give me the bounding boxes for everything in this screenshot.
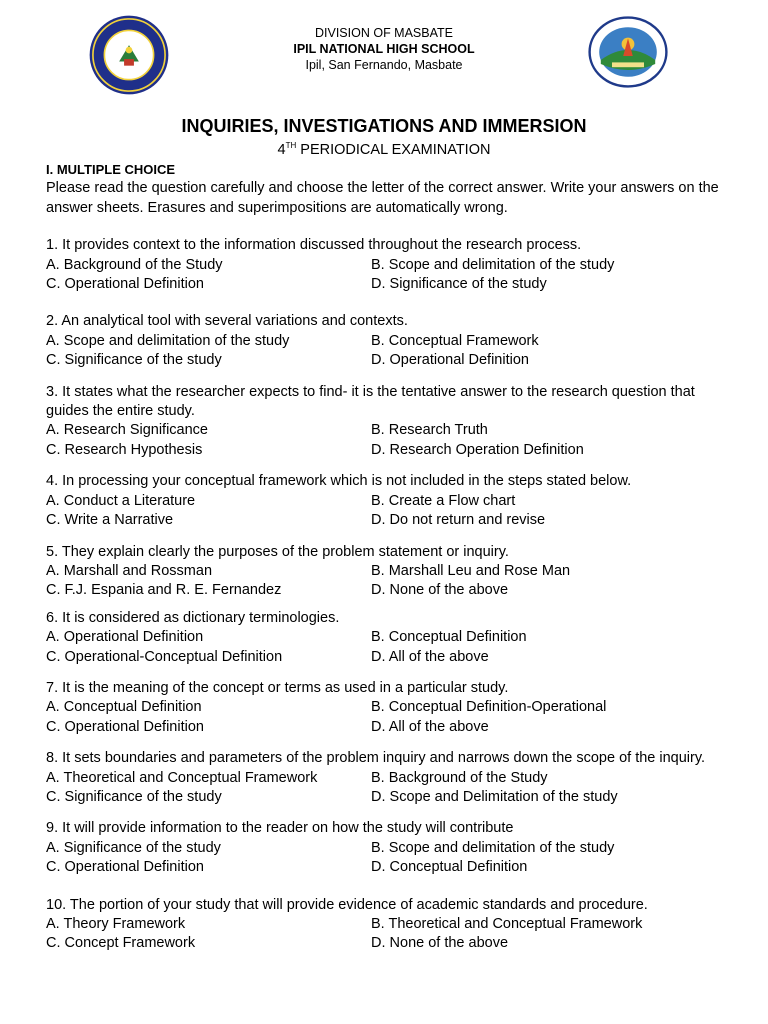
question-text: 6. It is considered as dictionary terminologies. bbox=[46, 609, 340, 626]
question-7 bbox=[46, 679, 726, 737]
option-c: C. Operational Definition bbox=[46, 859, 204, 876]
option-a: A. Conduct a Literature bbox=[46, 492, 196, 509]
section-title: I. MULTIPLE CHOICE bbox=[46, 162, 176, 177]
option-c: C. Research Hypothesis bbox=[46, 441, 203, 458]
question-text: 4. In processing your conceptual framework which is not included in the steps stated below. bbox=[46, 473, 632, 490]
exam-content bbox=[46, 160, 726, 954]
options-row bbox=[46, 769, 726, 788]
options-row bbox=[46, 492, 726, 511]
options-row bbox=[46, 421, 726, 440]
question-8 bbox=[46, 749, 726, 807]
question-spacer bbox=[46, 807, 726, 819]
option-b: B. Research Truth bbox=[371, 422, 488, 439]
question-text: 3. It states what the researcher expects to find- it is the tentative answer to the research question that guides the entire study. bbox=[46, 383, 695, 420]
option-a: A. Conceptual Definition bbox=[46, 699, 202, 716]
option-d: D. Conceptual Definition bbox=[371, 859, 528, 876]
options-row bbox=[46, 332, 726, 351]
question-spacer bbox=[46, 460, 726, 472]
option-b: B. Marshall Leu and Rose Man bbox=[371, 562, 571, 579]
option-d: D. All of the above bbox=[371, 718, 489, 735]
option-d: D. None of the above bbox=[371, 935, 509, 952]
question-text: 5. They explain clearly the purposes of the problem statement or inquiry. bbox=[46, 543, 509, 560]
option-d: D. Research Operation Definition bbox=[371, 441, 584, 458]
option-c: C. Operational-Conceptual Definition bbox=[46, 648, 283, 665]
question-2 bbox=[46, 312, 726, 370]
instructions: Please read the question carefully and choose the letter of the correct answer. Write your answers on the answer sheets. Erasures and superimpositions are automatically wrong. bbox=[46, 180, 719, 216]
option-b: B. Conceptual Definition bbox=[371, 629, 527, 646]
option-a: A. Research Significance bbox=[46, 422, 208, 439]
options-row bbox=[46, 511, 726, 530]
options-row bbox=[46, 441, 726, 460]
question-spacer bbox=[46, 737, 726, 749]
option-b: B. Conceptual Framework bbox=[371, 332, 539, 349]
school-address: Ipil, San Fernando, Masbate bbox=[305, 58, 463, 72]
option-b: B. Background of the Study bbox=[371, 769, 548, 786]
school-name: IPIL NATIONAL HIGH SCHOOL bbox=[293, 42, 475, 56]
options-row bbox=[46, 839, 726, 858]
option-c: C. Operational Definition bbox=[46, 276, 204, 293]
question-4 bbox=[46, 472, 726, 530]
question-text: 8. It sets boundaries and parameters of the problem inquiry and narrows down the scope of the inquiry. bbox=[46, 750, 706, 767]
question-spacer bbox=[46, 294, 726, 312]
option-b: B. Create a Flow chart bbox=[371, 492, 516, 509]
options-row bbox=[46, 915, 726, 934]
question-text: 1. It provides context to the information discussed throughout the research process. bbox=[46, 237, 582, 254]
options-row bbox=[46, 581, 726, 600]
option-a: A. Significance of the study bbox=[46, 839, 221, 856]
options-row bbox=[46, 256, 726, 275]
options-row bbox=[46, 562, 726, 581]
option-b: B. Scope and delimitation of the study bbox=[371, 256, 615, 273]
option-a: A. Theoretical and Conceptual Framework bbox=[46, 769, 318, 786]
question-10 bbox=[46, 896, 726, 954]
question-spacer bbox=[46, 371, 726, 383]
option-a: A. Marshall and Rossman bbox=[46, 562, 213, 579]
question-text: 10. The portion of your study that will provide evidence of academic standards and procedure. bbox=[46, 896, 648, 913]
option-c: C. Operational Definition bbox=[46, 718, 204, 735]
subtitle-ordinal: TH bbox=[285, 141, 297, 150]
option-d: D. Do not return and revise bbox=[371, 512, 546, 529]
option-b: B. Theoretical and Conceptual Framework bbox=[371, 916, 643, 932]
question-spacer bbox=[46, 531, 726, 543]
options-row bbox=[46, 718, 726, 737]
option-d: D. All of the above bbox=[371, 648, 489, 665]
question-spacer bbox=[46, 878, 726, 896]
options-row bbox=[46, 648, 726, 667]
options-row bbox=[46, 351, 726, 370]
options-row bbox=[46, 698, 726, 717]
question-text: 9. It will provide information to the reader on how the study will contribute bbox=[46, 820, 514, 837]
options-row bbox=[46, 934, 726, 953]
exam-subtitle bbox=[0, 141, 768, 158]
option-a: A. Background of the Study bbox=[46, 256, 223, 273]
option-b: B. Scope and delimitation of the study bbox=[371, 839, 615, 856]
exam-title: INQUIRIES, INVESTIGATIONS AND IMMERSION bbox=[181, 116, 587, 136]
option-d: D. Operational Definition bbox=[371, 352, 529, 369]
subtitle-text: PERIODICAL EXAMINATION bbox=[296, 141, 491, 158]
question-1 bbox=[46, 236, 726, 294]
option-c: C. Significance of the study bbox=[46, 788, 222, 805]
question-spacer bbox=[46, 667, 726, 679]
option-d: D. Significance of the study bbox=[371, 276, 547, 293]
option-a: A. Theory Framework bbox=[46, 916, 186, 932]
option-c: C. Write a Narrative bbox=[46, 512, 174, 529]
options-row bbox=[46, 858, 726, 877]
question-spacer bbox=[46, 601, 726, 609]
option-d: D. None of the above bbox=[371, 582, 509, 599]
question-text: 2. An analytical tool with several variations and contexts. bbox=[46, 313, 408, 330]
school-header bbox=[0, 25, 768, 73]
question-3 bbox=[46, 383, 726, 461]
option-c: C. Concept Framework bbox=[46, 935, 196, 952]
subtitle-number: 4 bbox=[277, 141, 286, 158]
option-a: A. Operational Definition bbox=[46, 629, 204, 646]
question-5 bbox=[46, 543, 726, 601]
question-list bbox=[46, 236, 726, 954]
question-text: 7. It is the meaning of the concept or terms as used in a particular study. bbox=[46, 679, 509, 696]
options-row bbox=[46, 628, 726, 647]
division-name: DIVISION OF MASBATE bbox=[315, 26, 453, 40]
option-b: B. Conceptual Definition-Operational bbox=[371, 699, 607, 716]
options-row bbox=[46, 275, 726, 294]
question-9 bbox=[46, 819, 726, 877]
option-c: C. F.J. Espania and R. E. Fernandez bbox=[46, 582, 282, 599]
option-a: A. Scope and delimitation of the study bbox=[46, 332, 290, 349]
options-row bbox=[46, 788, 726, 807]
option-c: C. Significance of the study bbox=[46, 352, 222, 369]
option-d: D. Scope and Delimitation of the study bbox=[371, 788, 618, 805]
question-6 bbox=[46, 609, 726, 667]
